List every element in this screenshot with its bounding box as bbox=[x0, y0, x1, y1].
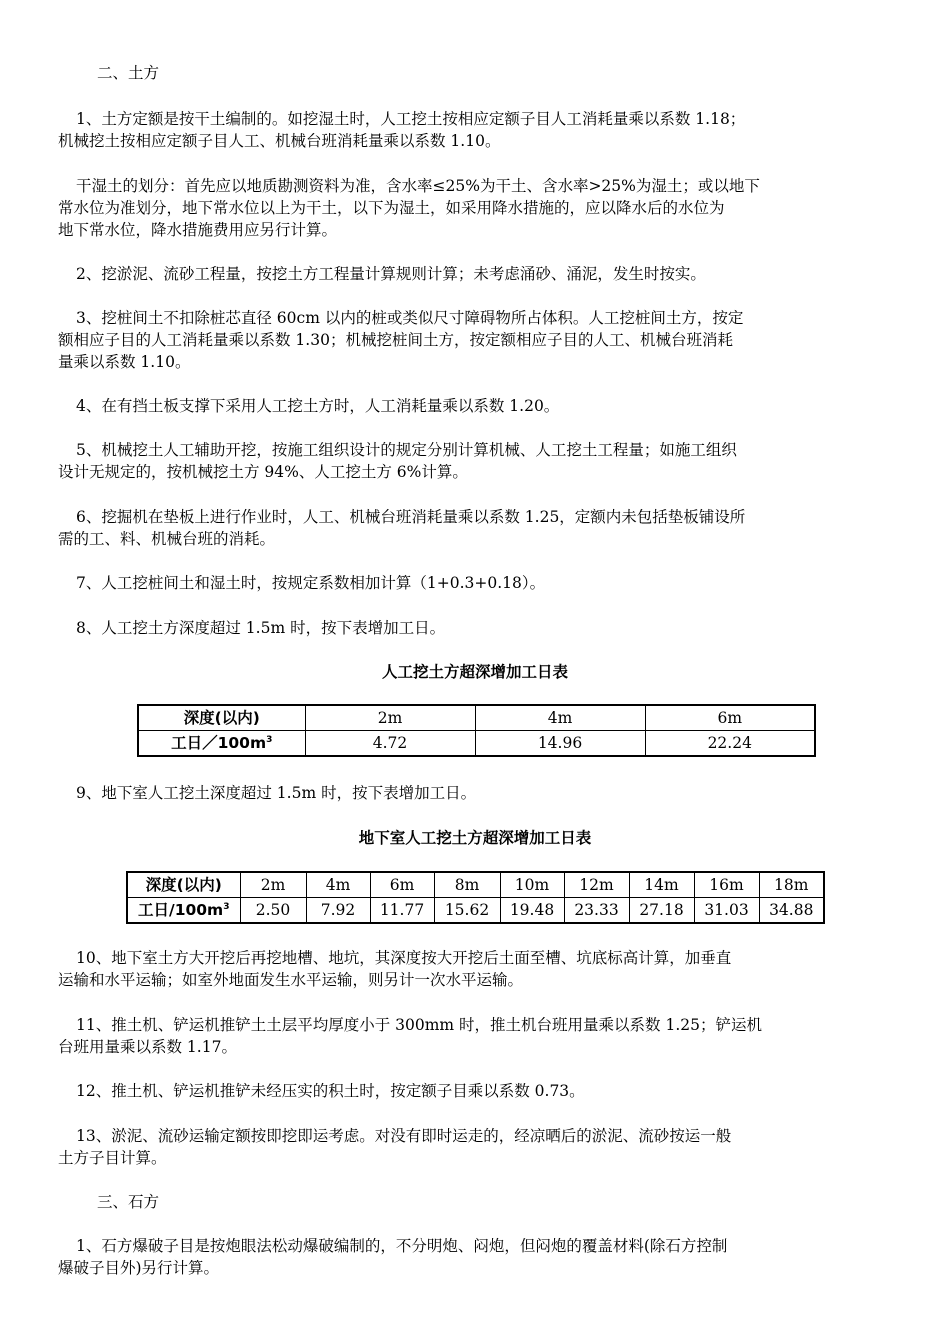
paragraph-item10-line1: 10、地下室土方大开挖后再挖地槽、地坑，其深度按大开挖后土面至槽、坑底标高计算，加垂直 bbox=[76, 949, 732, 967]
table-cell: 34.88 bbox=[759, 898, 824, 924]
section-heading-earthwork: 二、土方 bbox=[97, 64, 160, 82]
table-cell: 14m bbox=[629, 872, 694, 898]
table-cell: 22.24 bbox=[645, 731, 815, 757]
paragraph-stone-item1-line1: 1、石方爆破子目是按炮眼法松动爆破编制的，不分明炮、闷炮，但闷炮的覆盖材料(除石方控制 bbox=[76, 1237, 728, 1255]
paragraph-item3-line3: 量乘以系数 1.10。 bbox=[58, 353, 191, 371]
paragraph-item5-line1: 5、机械挖土人工辅助开挖，按施工组织设计的规定分别计算机械、人工挖土工程量；如施工组织 bbox=[76, 441, 737, 459]
table-cell: 4.72 bbox=[305, 731, 475, 757]
paragraph-item1-line1: 1、土方定额是按干土编制的。如挖湿土时，人工挖土按相应定额子目人工消耗量乘以系数 1.18； bbox=[76, 110, 746, 128]
table-header-cell: 深度(以内) bbox=[138, 705, 305, 731]
table-cell: 27.18 bbox=[629, 898, 694, 924]
paragraph-item8: 8、人工挖土方深度超过 1.5m 时，按下表增加工日。 bbox=[76, 619, 446, 637]
table-basement-excavation bbox=[126, 871, 825, 924]
paragraph-item3-line2: 额相应子目的人工消耗量乘以系数 1.30；机械挖桩间土方，按定额相应子目的人工、机械台班消耗 bbox=[58, 331, 733, 349]
paragraph-item9: 9、地下室人工挖土深度超过 1.5m 时，按下表增加工日。 bbox=[76, 784, 477, 802]
table-cell: 4m bbox=[306, 872, 370, 898]
table-cell: 18m bbox=[759, 872, 824, 898]
table-cell: 14.96 bbox=[475, 731, 645, 757]
table-cell: 10m bbox=[500, 872, 564, 898]
table-cell: 6m bbox=[645, 705, 815, 731]
table-cell: 7.92 bbox=[306, 898, 370, 924]
table-cell: 2.50 bbox=[240, 898, 306, 924]
table-row bbox=[138, 731, 815, 757]
table-cell: 19.48 bbox=[500, 898, 564, 924]
table-cell: 4m bbox=[475, 705, 645, 731]
paragraph-item10-line2: 运输和水平运输；如室外地面发生水平运输，则另计一次水平运输。 bbox=[58, 971, 524, 989]
table-cell: 12m bbox=[564, 872, 629, 898]
table-cell: 6m bbox=[370, 872, 434, 898]
table-cell: 2m bbox=[305, 705, 475, 731]
table1-title: 人工挖土方超深增加工日表 bbox=[381, 663, 568, 681]
paragraph-item1-line2: 机械挖土按相应定额子目人工、机械台班消耗量乘以系数 1.10。 bbox=[58, 132, 501, 150]
table-cell: 31.03 bbox=[694, 898, 759, 924]
paragraph-drywet-line1: 干湿土的划分：首先应以地质勘测资料为准，含水率≤25%为干土、含水率>25%为湿土；或以地下 bbox=[76, 177, 760, 195]
table-cell: 16m bbox=[694, 872, 759, 898]
paragraph-item13-line1: 13、淤泥、流砂运输定额按即挖即运考虑。对没有即时运走的，经凉晒后的淤泥、流砂按运一般 bbox=[76, 1127, 732, 1145]
paragraph-item7: 7、人工挖桩间土和湿土时，按规定系数相加计算（1+0.3+0.18）。 bbox=[76, 574, 546, 592]
paragraph-item12: 12、推土机、铲运机推铲未经压实的积土时，按定额子目乘以系数 0.73。 bbox=[76, 1082, 585, 1100]
paragraph-item6-line2: 需的工、料、机械台班的消耗。 bbox=[58, 530, 276, 548]
paragraph-item11-line1: 11、推土机、铲运机推铲土土层平均厚度小于 300mm 时，推土机台班用量乘以系数 1.25；铲运机 bbox=[76, 1016, 762, 1034]
table-header-text: 工日/100m bbox=[138, 901, 224, 919]
table-manual-excavation bbox=[137, 704, 816, 757]
section-heading-stonework: 三、石方 bbox=[97, 1193, 160, 1211]
paragraph-item3-line1: 3、挖桩间土不扣除桩芯直径 60cm 以内的桩或类似尺寸障碍物所占体积。人工挖桩间土方，按定 bbox=[76, 309, 744, 327]
table-header-cell bbox=[127, 898, 240, 924]
paragraph-item4: 4、在有挡土板支撑下采用人工挖土方时，人工消耗量乘以系数 1.20。 bbox=[76, 397, 560, 415]
table-row bbox=[127, 872, 824, 898]
paragraph-item5-line2: 设计无规定的，按机械挖土方 94%、人工挖土方 6%计算。 bbox=[58, 463, 468, 481]
table-cell: 8m bbox=[434, 872, 500, 898]
table-cell: 11.77 bbox=[370, 898, 434, 924]
paragraph-item13-line2: 土方子目计算。 bbox=[58, 1149, 167, 1167]
table-cell: 15.62 bbox=[434, 898, 500, 924]
superscript: 3 bbox=[223, 902, 230, 912]
table-row bbox=[138, 705, 815, 731]
table-cell: 23.33 bbox=[564, 898, 629, 924]
table-header-cell: 深度(以内) bbox=[127, 872, 240, 898]
paragraph-stone-item1-line2: 爆破子目外)另行计算。 bbox=[58, 1259, 220, 1277]
table-header-text: 工日／100m bbox=[171, 734, 267, 752]
table2-title: 地下室人工挖土方超深增加工日表 bbox=[358, 829, 592, 847]
table-header-cell bbox=[138, 731, 305, 757]
table-cell: 2m bbox=[240, 872, 306, 898]
table-row bbox=[127, 898, 824, 924]
paragraph-item6-line1: 6、挖掘机在垫板上进行作业时，人工、机械台班消耗量乘以系数 1.25，定额内未包括垫板铺设所 bbox=[76, 508, 746, 526]
paragraph-drywet-line3: 地下常水位，降水措施费用应另行计算。 bbox=[58, 221, 338, 239]
paragraph-drywet-line2: 常水位为准划分，地下常水位以上为干土，以下为湿土，如采用降水措施的，应以降水后的水位为 bbox=[58, 199, 725, 217]
superscript: 3 bbox=[266, 735, 273, 745]
paragraph-item11-line2: 台班用量乘以系数 1.17。 bbox=[58, 1038, 237, 1056]
paragraph-item2: 2、挖淤泥、流砂工程量，按挖土方工程量计算规则计算；未考虑涌砂、涌泥，发生时按实。 bbox=[76, 265, 706, 283]
